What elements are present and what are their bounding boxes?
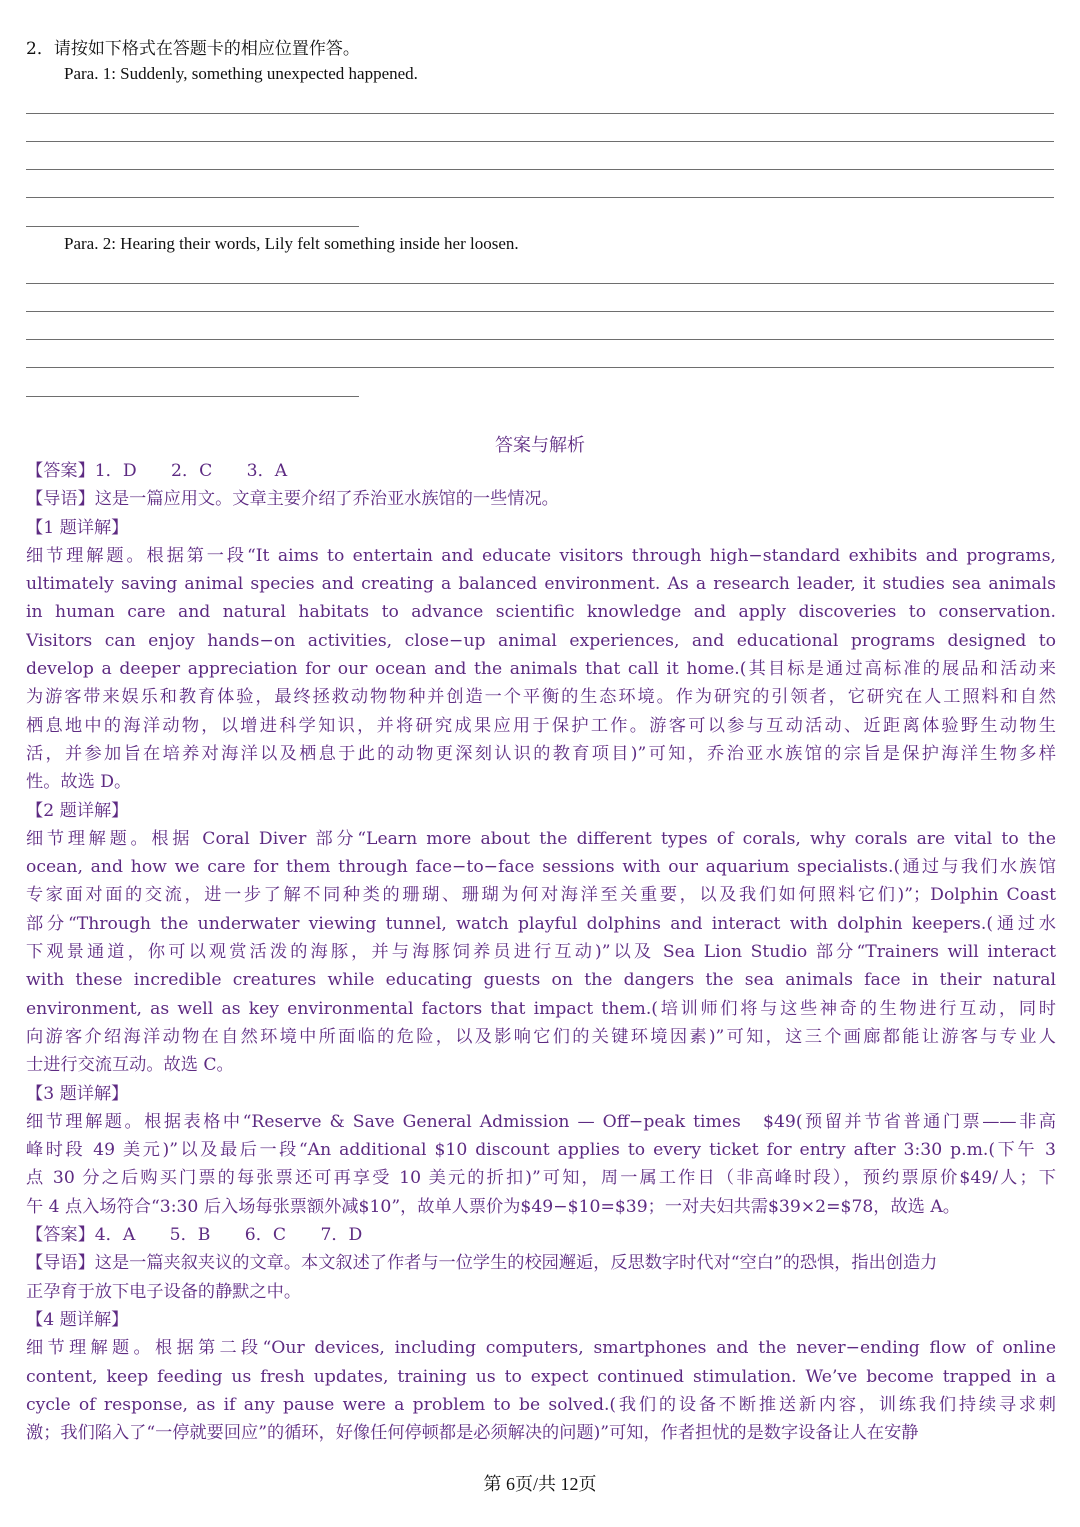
answer-line: [26, 311, 1054, 312]
answer-line: [26, 197, 1054, 198]
answer-line: [26, 283, 1054, 284]
analysis-line: ultimately saving animal species and creating a balanced environment. As a research leader, it studies sea animals: [26, 574, 1056, 595]
analysis-line: 【2 题详解】: [26, 800, 129, 821]
analysis-line: 【3 题详解】: [26, 1083, 129, 1104]
answer-analysis-title: 答案与解析: [495, 435, 585, 456]
analysis-line: with these incredible creatures while educating guests on the dangers the sea animals face in their natural: [26, 970, 1056, 991]
answer-line: [26, 141, 1054, 142]
analysis-line: 激；我们陷入了“一停就要回应”的循环，好像任何停顿都是必须解决的问题)”可知，作者担忧的是数字设备让人在安静: [26, 1423, 919, 1444]
analysis-line: 部分“Through the underwater viewing tunnel, watch playful dolphins and interact with dolphin keepers.(通过水: [26, 913, 1056, 934]
analysis-line: content, keep feeding us fresh updates, training us to expect continued stimulation. We’ve become trapped in a: [26, 1366, 1056, 1387]
answer-line-short: [26, 226, 359, 227]
analysis-line: 点 30 分之后购买门票的每张票还可再享受 10 美元的折扣)”可知，周一属工作日（非高峰时段），预约票原价$49/人；下: [26, 1168, 1056, 1189]
analysis-line: 【1 题详解】: [26, 517, 129, 538]
analysis-line: 【导语】这是一篇应用文。文章主要介绍了乔治亚水族馆的一些情况。: [26, 489, 559, 510]
analysis-line: 【导语】这是一篇夹叙夹议的文章。本文叙述了作者与一位学生的校园邂逅，反思数字时代对“空白”的恐惧，指出创造力: [26, 1253, 938, 1274]
para1-prompt: Para. 1: Suddenly, something unexpected happened.: [64, 64, 418, 83]
analysis-line: 活，并参加旨在培养对海洋以及栖息于此的动物更深刻认识的教育项目)”可知，乔治亚水族馆的宗旨是保护海洋生物多样: [26, 743, 1056, 764]
analysis-line: 正孕育于放下电子设备的静默之中。: [26, 1281, 302, 1302]
answer-line: [26, 339, 1054, 340]
analysis-line: 细节理解题。根据表格中“Reserve & Save General Admission — Off−peak times $49(预留并节省普通门票——非高: [26, 1111, 1056, 1132]
analysis-line: 专家面对面的交流，进一步了解不同种类的珊瑚、珊瑚为何对海洋至关重要，以及我们如何照料它们)”；Dolphin Coast: [26, 885, 1056, 906]
analysis-line: ocean, and how we care for them through face−to−face sessions with our aquarium specialists.(通过与我们水族馆: [26, 857, 1056, 878]
analysis-line: 细节理解题。根据 Coral Diver 部分“Learn more about the different types of corals, why corals are vital to the: [26, 828, 1056, 849]
analysis-line: 午 4 点入场符合“3:30 后入场每张票额外减$10”，故单人票价为$49−$10=$39；一对夫妇共需$39×2=$78，故选 A。: [26, 1196, 960, 1217]
analysis-line: 【答案】4．A 5．B 6．C 7．D: [26, 1225, 363, 1246]
analysis-line: 细节理解题。根据第二段“Our devices, including computers, smartphones and the never−ending flow of online: [26, 1338, 1056, 1359]
answer-line-short: [26, 396, 359, 397]
analysis-line: 下观景通道，你可以观赏活泼的海豚，并与海豚饲养员进行互动)”以及 Sea Lion Studio 部分“Trainers will interact: [26, 942, 1056, 963]
analysis-line: 细节理解题。根据第一段“It aims to entertain and educate visitors through high−standard exhibits and programs,: [26, 545, 1056, 566]
analysis-line: 士进行交流互动。故选 C。: [26, 1055, 234, 1076]
analysis-line: 【答案】1．D 2．C 3．A: [26, 461, 288, 481]
para2-prompt: Para. 2: Hearing their words, Lily felt something inside her loosen.: [64, 234, 519, 253]
writing-instruction: 2．请按如下格式在答题卡的相应位置作答。: [26, 39, 360, 59]
analysis-line: cycle of response, as if any pause were a problem to be solved.(我们的设备不断推送新内容，训练我们持续寻求刺: [26, 1394, 1056, 1415]
analysis-line: environment, as well as key environmental factors that impact them.(培训师们将与这些神奇的生物进行互动，同时: [26, 998, 1056, 1019]
analysis-line: 向游客介绍海洋动物在自然环境中所面临的危险，以及影响它们的关键环境因素)”可知，这三个画廊都能让游客与专业人: [26, 1026, 1056, 1047]
analysis-line: 【4 题详解】: [26, 1309, 129, 1330]
analysis-line: 栖息地中的海洋动物，以增进科学知识，并将研究成果应用于保护工作。游客可以参与互动活动、近距离体验野生动物生: [26, 715, 1056, 736]
analysis-line: develop a deeper appreciation for our ocean and the animals that call it home.(其目标是通过高标准的展品和活动来: [26, 659, 1056, 680]
analysis-line: 性。故选 D。: [26, 772, 132, 793]
analysis-line: 峰时段 49 美元)”以及最后一段“An additional $10 discount applies to every ticket for entry after 3:30 p.m.(下午 3: [26, 1140, 1056, 1161]
answer-line: [26, 367, 1054, 368]
analysis-line: in human care and natural habitats to advance scientific knowledge and apply discoveries to conservation.: [26, 602, 1056, 623]
answer-line: [26, 169, 1054, 170]
page-number: 第 6页/共 12页: [483, 1474, 597, 1494]
answer-analysis-body: [26, 457, 1056, 1447]
analysis-line: 为游客带来娱乐和教育体验，最终拯救动物物种并创造一个平衡的生态环境。作为研究的引领者，它研究在人工照料和自然: [26, 687, 1056, 708]
analysis-line: Visitors can enjoy hands−on activities, close−up animal experiences, and educational programs designed to: [26, 630, 1056, 651]
answer-line: [26, 113, 1054, 114]
